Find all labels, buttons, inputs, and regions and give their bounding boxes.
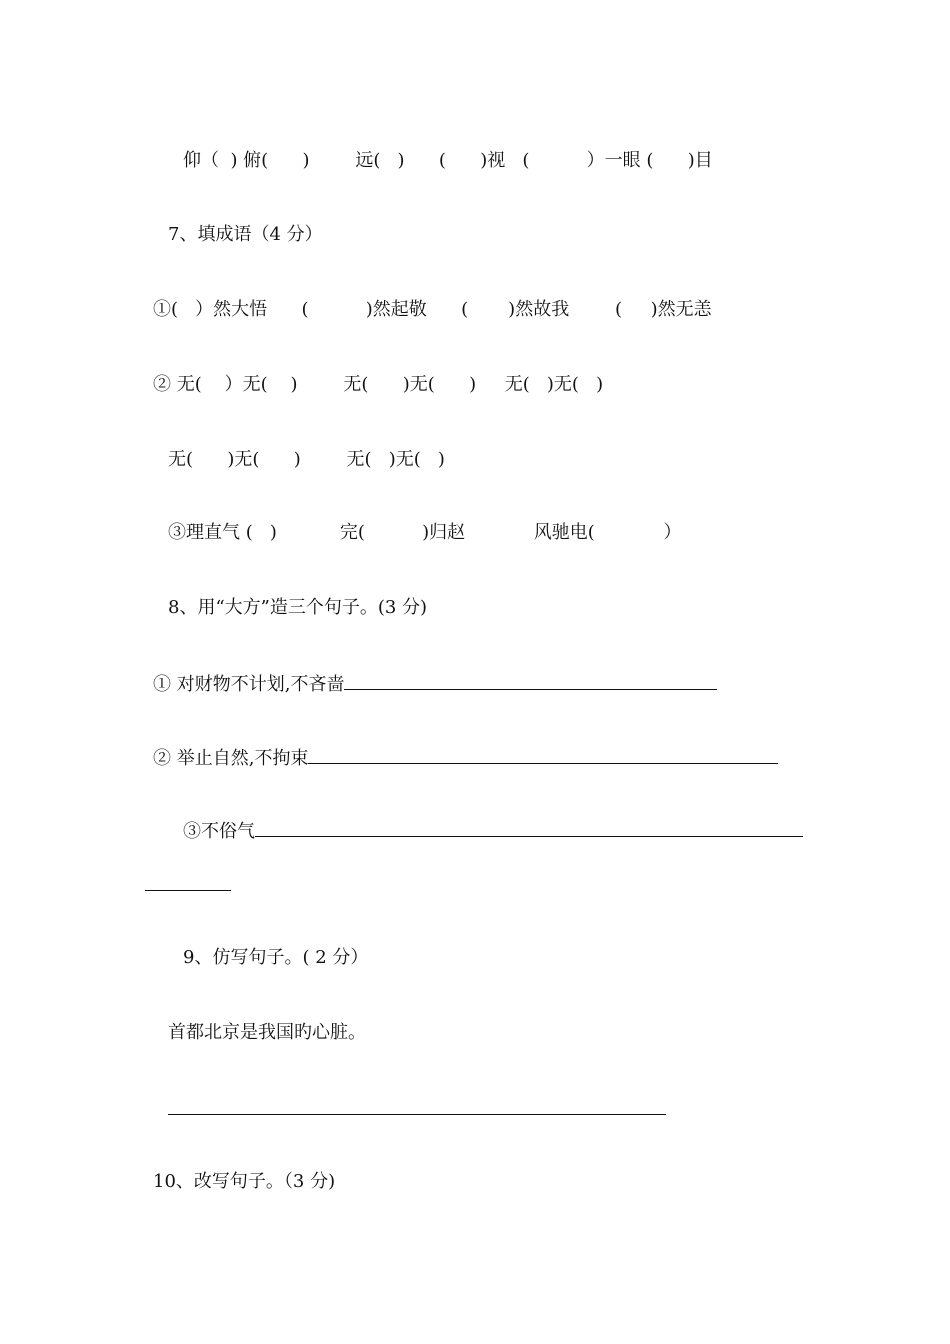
q8-item-1-prompt: ① 对财物不计划,不吝啬 bbox=[153, 674, 345, 695]
q7-row-4: ③理直气 ( ) 完( )归赵 风驰电( ） bbox=[168, 522, 682, 543]
q8-item-1-answer-blank[interactable] bbox=[344, 671, 717, 690]
q8-item-2 bbox=[153, 745, 778, 771]
q8-item-3-answer-continuation[interactable] bbox=[145, 890, 231, 891]
q6-idioms-line: 仰（ ) 俯( ) 远( ) ( )视 ( ）一眼 ( )目 bbox=[183, 150, 713, 171]
q9-answer-blank[interactable] bbox=[168, 1114, 666, 1115]
q7-title: 7、填成语（4 分） bbox=[168, 224, 323, 245]
q8-item-3-answer-blank[interactable] bbox=[255, 818, 803, 837]
q7-row-3: 无( )无( ) 无( )无( ) bbox=[168, 449, 445, 470]
q7-row-1: ①( ）然大悟 ( )然起敬 ( )然故我 ( )然无恙 bbox=[153, 299, 712, 320]
q7-row-2: ② 无( ）无( ) 无( )无( ) 无( )无( ) bbox=[153, 374, 604, 395]
q8-item-2-answer-blank[interactable] bbox=[308, 745, 778, 764]
q9-title: 9、仿写句子。( 2 分） bbox=[183, 947, 369, 968]
q8-item-1 bbox=[153, 671, 717, 697]
q8-item-3-prompt: ③不俗气 bbox=[183, 821, 255, 842]
q8-title: 8、用“大方”造三个句子。(3 分) bbox=[168, 597, 428, 618]
q9-example-sentence: 首都北京是我国旳心脏。 bbox=[168, 1022, 366, 1043]
q8-item-3 bbox=[183, 818, 803, 844]
q10-title: 10、改写句子。（3 分) bbox=[153, 1171, 336, 1192]
q8-item-2-prompt: ② 举止自然,不拘束 bbox=[153, 748, 309, 769]
